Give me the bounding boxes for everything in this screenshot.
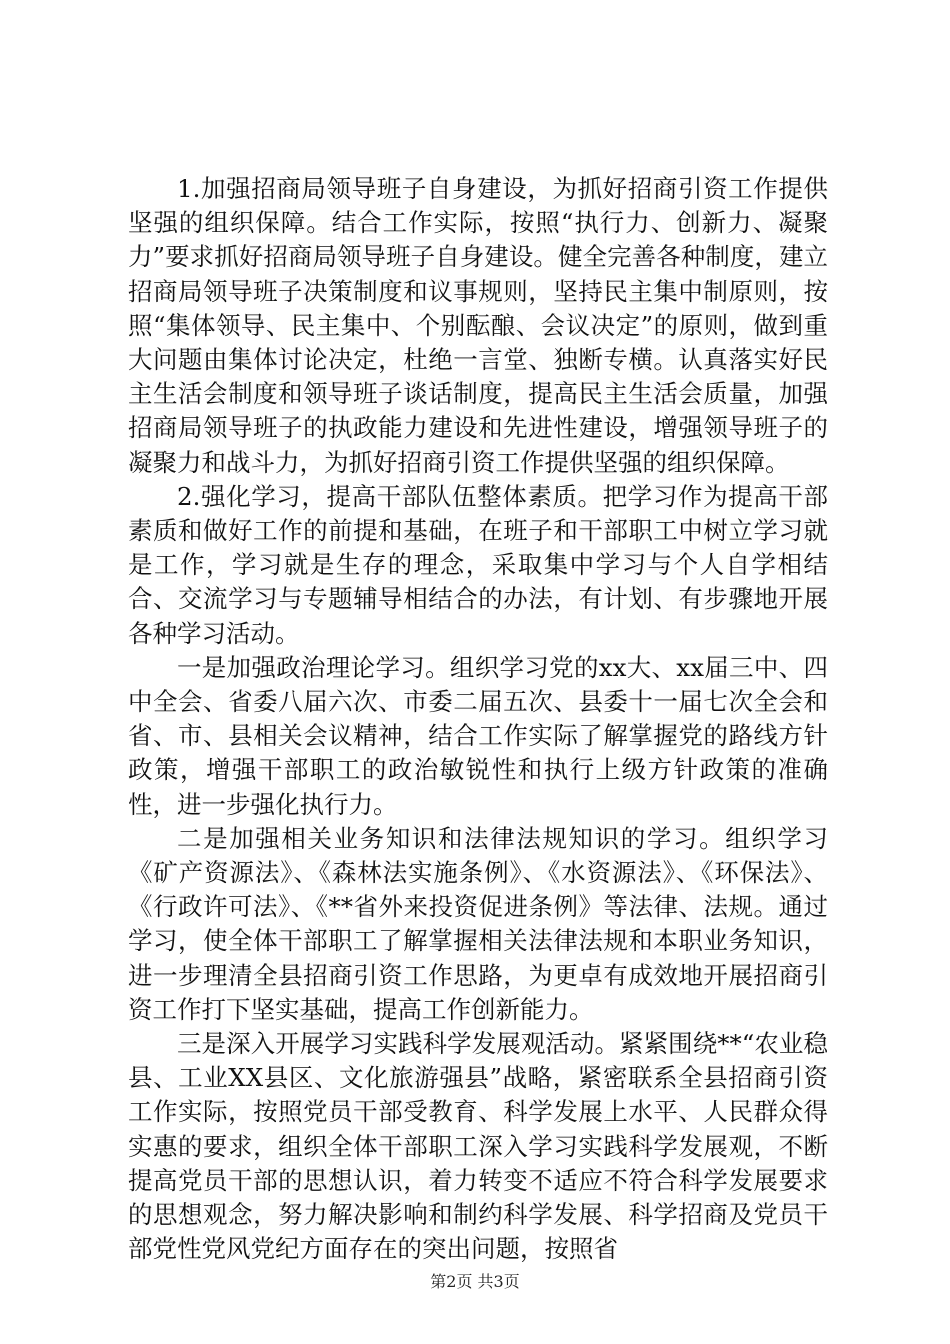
page-footer: 第2页 共3页 [430,1272,520,1291]
paragraph-study: 2.强化学习，提高干部队伍整体素质。把学习作为提高干部素质和做好工作的前提和基础，在班子和干部职工中树立学习就是工作，学习就是生存的理念，采取集中学习与个人自学相结合、交流学习与专题辅导相结合的办法，有计划、有步骤地开展各种学习活动。 [128,481,828,648]
paragraph-leadership: 1.加强招商局领导班子自身建设，为抓好招商引资工作提供坚强的组织保障。结合工作实际，按照“执行力、创新力、凝聚力”要求抓好招商局领导班子自身建设。健全完善各种制度，建立招商局领导班子决策制度和议事规则，坚持民主集中制原则，按照“集体领导、民主集中、个别酝酿、会议决定”的原则，做到重大问题由集体讨论决定，杜绝一言堂、独断专横。认真落实好民主生活会制度和领导班子谈话制度，提高民主生活会质量，加强招商局领导班子的执政能力建设和先进性建设，增强领导班子的凝聚力和战斗力，为抓好招商引资工作提供坚强的组织保障。 [128,174,828,477]
paragraph-political-theory: 一是加强政治理论学习。组织学习党的xx大、xx届三中、四中全会、省委八届六次、市委二届五次、县委十一届七次全会和省、市、县相关会议精神，结合工作实际了解掌握党的路线方针政策，增强干部职工的政治敏锐性和执行上级方针政策的准确性，进一步强化执行力。 [128,652,828,819]
body-text [128,172,828,1267]
paragraph-laws-regulations: 二是加强相关业务知识和法律法规知识的学习。组织学习《矿产资源法》、《森林法实施条例》、《水资源法》、《环保法》、《行政许可法》、《**省外来投资促进条例》等法律、法规。通过学习，使全体干部职工了解掌握相关法律法规和本职业务知识，进一步理清全县招商引资工作思路，为更卓有成效地开展招商引资工作打下坚实基础，提高工作创新能力。 [128,823,828,1024]
paragraph-scientific-development: 三是深入开展学习实践科学发展观活动。紧紧围绕**“农业稳县、工业XX县区、文化旅游强县”战略，紧密联系全县招商引资工作实际，按照党员干部受教育、科学发展上水平、人民群众得实惠的要求，组织全体干部职工深入学习实践科学发展观，不断提高党员干部的思想认识，着力转变不适应不符合科学发展要求的思想观念，努力解决影响和制约科学发展、科学招商及党员干部党性党风党纪方面存在的突出问题，按照省 [128,1029,828,1264]
